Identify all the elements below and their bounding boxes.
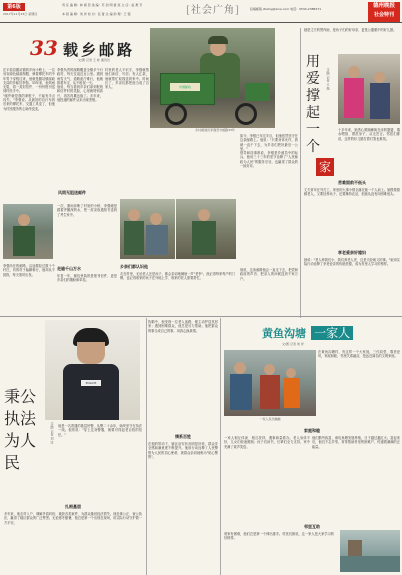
police-photo: POLICE <box>45 320 140 420</box>
fishpond-byline: 文/图 记者 刘 洋 <box>282 342 304 346</box>
issue-date: 2017年11月23日 星期四 <box>3 12 38 16</box>
fishpond-title <box>262 322 392 342</box>
family-photo <box>338 54 400 124</box>
article-family <box>302 28 402 318</box>
family-body-3: 她说："老人养我们小，我们养老人老，这是天经地义的事。"她用实际行动诠释了孝老爱亲的传统美德，成为村里人学习的榜样。 <box>304 258 400 267</box>
subhead-2: 走遍千山万水 <box>57 266 81 271</box>
police-body-2: 多年来，他走村入户，调解矛盾纠纷，破获各类案件，为群众挽回经济损失。他处事公正、秉公执法，赢得了辖区群众的广泛赞誉。无论寒冬酷暑，他总是第一个出现在现场，用实际行动守护着一方平安。 <box>4 512 142 525</box>
title-text: 载乡邮路 <box>62 41 135 58</box>
body-col-3: 村里的老人不识字，李强就帮他们读信、写信；有人汇款，他就帮忙取钱送到家中。时间长了，乡亲们都把他当成了自家人。 <box>105 68 149 90</box>
article-police <box>0 318 145 575</box>
mailbag-photo <box>176 199 236 259</box>
middle-body-1: 执勤中，他发现一位老人迷路，便主动护送其回家；遇到困难群众，他总是尽力帮助。他把群众的事当成自己的事，用真心换真情。 <box>148 320 218 333</box>
family-title: 用 爱 撑 起 一 个 <box>306 54 320 155</box>
family-subhead-2: 孝老爱亲好媳妇 <box>338 250 366 255</box>
fishpond-body-3: 他们勤劳致富，承包鱼塘发展养殖，日子越过越红火。富起来后，他们不忘乡邻，常常帮助村里的困难户，传递着满满的正能量。 <box>312 436 400 449</box>
fishpond-body-4: 谁家有困难，他们总是第一个伸出援手。村民们都说，这一家人是大家学习的好榜样。 <box>224 532 334 541</box>
fishpond-title-right: 一家人 <box>311 326 353 340</box>
photo-caption: 乡村邮递员李强坚守邮路33年 <box>195 128 235 132</box>
article-postman <box>0 24 300 314</box>
contact-info: 投稿邮箱 zbshqj@sina.com 电话：0534-2388271 <box>250 7 322 11</box>
body-col-7: 年复一年，邮包里装的是报刊信件，更是乡亲们的期盼和牵挂。 <box>57 274 117 283</box>
editor-line-2: 本 版 编 辑：刘 洋 校 对：张 蕾 总 编 助 理：王 强 <box>62 12 131 16</box>
title-number: 33 <box>30 36 58 58</box>
delivery-photo <box>120 199 175 259</box>
police-byline: 文/图 记者 刘 洋 <box>50 422 54 444</box>
police-subhead-2: 情系百姓 <box>175 434 191 439</box>
section-title: [社会广角] <box>186 5 240 16</box>
body-col-4: 一次，暴雨冲断了村里的小桥，李强硬是蹚着齐腰深的水，把一封录取通知书送到了考生家中。 <box>57 204 117 217</box>
fishpond-title-left: 黄鱼沟塘 <box>262 327 306 340</box>
article-middle <box>148 318 218 575</box>
family-intro: 她是丈夫的贤内助，是孩子们的好母亲，更是公婆眼中的好儿媳。 <box>304 28 397 32</box>
police-subhead-1: 扎根基层 <box>65 504 81 509</box>
subhead-3: 乡亲们都认识他 <box>120 264 148 269</box>
subhead-1: 风雨无阻送邮件 <box>58 190 86 195</box>
fishpond-subhead-1: 家庭和睦 <box>304 428 320 433</box>
postman-photo: 中国邮政 <box>150 28 275 128</box>
family-byline: 文/图 记者 王 强 <box>326 68 330 90</box>
family-body-1: 十多年来，她悉心照顾瘫痪在床的婆婆，端水喂饭、擦洗身子，从无怨言。邻居们都说，这样的好儿媳打着灯笼也难找。 <box>338 128 400 141</box>
middle-body-2: 在他的带动下，辖区治安状况明显好转，群众安全感和满意度不断提升。他用行动诠释了人民警察为人民的初心使命，被群众亲切地称为"贴心警察"。 <box>148 442 218 459</box>
fishpond-body-2: 一家人相互体谅、相互扶持，遇事商量着办。老人身体不好，儿女们轮流照顾；孩子们读书，长辈们全力支持，家中充满了欢声笑语。 <box>224 436 310 449</box>
fishpond-caption: 一家人其乐融融 <box>259 417 281 421</box>
masthead <box>0 0 402 26</box>
fishpond-photo <box>224 350 316 416</box>
family-title-end: 家 <box>316 158 334 176</box>
editor-line-1: 责 任 编 辑：林 颖 哲 美 编：苏 剑 明 值 班 主 任：赵 惠 芳 <box>62 3 143 7</box>
body-col-8: 走在村里，无论老人还是孩子，都会亲切地喊他一声"老李"。他记得每家每户的门牌，也记得谁家的孩子在外地上学、谁家的老人需要帮忙。 <box>120 272 235 281</box>
pond-photo <box>340 530 400 572</box>
body-col-6: 李强所在的邮路，沿途要经过数十个村庄，有的村子偏僻难行，他却从不挑拣，每天准时出发。 <box>3 264 55 277</box>
police-title: 秉公执法为人民 <box>4 387 37 472</box>
police-body-1: 他是一名普通的基层民警，从警二十余年，始终坚守在执法一线。他常说："穿上这身警服，就要对得起老百姓的信任。" <box>58 424 142 437</box>
article-fishpond <box>222 318 402 575</box>
village-photo <box>3 204 53 259</box>
article-title <box>30 36 160 58</box>
family-body-2: 丈夫常年在外打工，家里的大事小情全落在她一个人肩上。她既要照顾老人，又要抚养孩子，还要操持农活，但她从没有向困难低头。 <box>304 188 400 197</box>
body-col-5: 如今，李强已年过半百，但他依然坚守在这条邮路上。他说："只要身体允许，我就一直干下去，为乡亲们把好最后一公里。" 领导和同事都说，李强是乡邮员中的标兵，他用三十三年的坚守诠释了"人民邮政为人民"的服务宗旨，也赢得了群众的一致好评。 <box>240 134 298 169</box>
body-col-9: 他说，这条邮路他会一直走下去，把党和政府的声音、把亲人的问候送到千家万户。 <box>240 268 298 281</box>
body-col-1: 在平原县腰站镇的乡间小路上，一位身穿绿色邮政制服、骑着摩托车的中年男子穿梭往来，他就是腰站镇邮政支局的乡邮员李强。33年来，他风雨无阻，将一封封信件、一份份报刊送到村民手中。 "邮件就是我的命根子，不能有半点闪失。"李强说。从最初的自行车到后来的摩托车，交通工具变了，但他为村民服务的心始终没变。 <box>3 68 55 111</box>
family-subhead-1: 苦难面前不低头 <box>338 180 366 185</box>
page-badge: 第6版 <box>3 3 25 11</box>
body-col-2: 李强负责的邮路覆盖全镇多个行政村，每天往返近百公里。遇到雨雪天气，道路泥泞难行，他就推着车走，从不耽误一天。 他说，每当看到乡亲们拿到报纸和信件时的笑脸，心里就特别高兴，再苦再累也值了。多年来，他投递的邮件从未出现差错。 <box>57 68 103 103</box>
fishpond-body-1: 在黄鱼沟塘村，有这样一个大家庭，三代同堂，尊老爱幼，家庭和睦，邻里关系融洽，是远近闻名的文明家庭。 <box>318 350 400 359</box>
fishpond-subhead-2: 邻里互助 <box>304 524 320 529</box>
byline: 文/图 记者 王 彬 通讯员 <box>78 58 110 62</box>
brand-logo: 德州晚报 社会特刊 <box>368 2 400 22</box>
